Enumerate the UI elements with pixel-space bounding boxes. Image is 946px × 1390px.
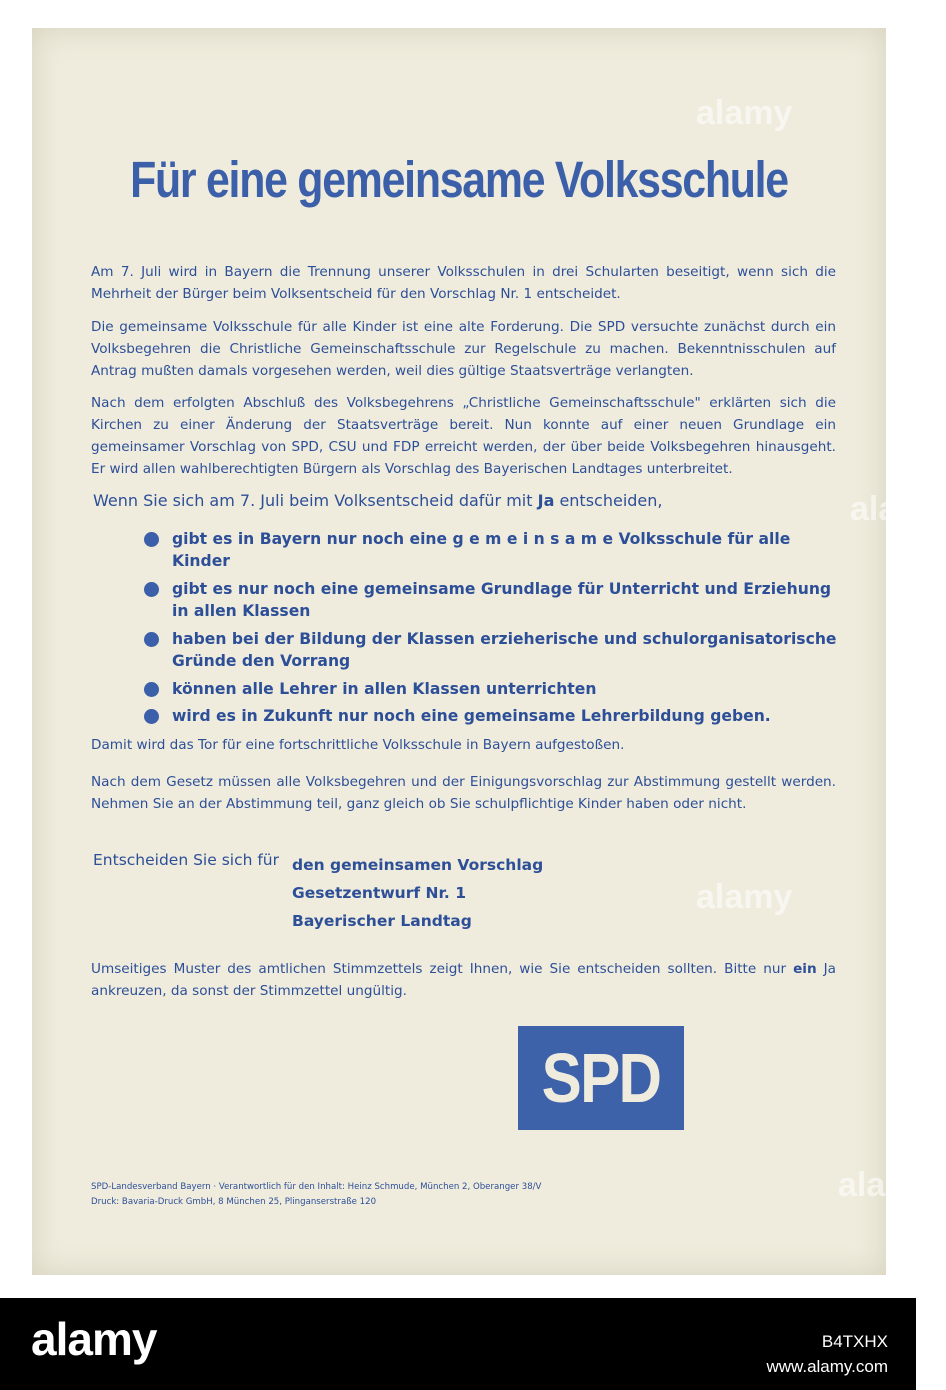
- ballot-ein: ein: [793, 961, 817, 977]
- watermark: alamy: [696, 878, 793, 916]
- image-code: B4TXHX: [821, 1332, 888, 1351]
- lead-text: Wenn Sie sich am 7. Juli beim Volksentscheid dafür mit: [93, 491, 538, 510]
- proposal-line: Gesetzentwurf Nr. 1: [292, 884, 466, 902]
- law-paragraph: Nach dem Gesetz müssen alle Volksbegehren und der Einigungsvorschlag zur Abstimmung gestellt werden. Nehmen Sie an der Abstimmung teil, ganz gleich ob Sie schulpflichtige Kinder haben oder nicht.: [91, 774, 836, 812]
- benefit-item: [144, 528, 844, 572]
- history-paragraph: Die gemeinsame Volksschule für alle Kinder ist eine alte Forderung. Die SPD versuchte zunächst durch ein Volksbegehren die Christliche Gemeinschaftsschule zur Regelschule zu machen. Bekenntnisschulen auf Antrag mußten damals vorgesehen werden, weil dies gültige Staatsverträge verlangten.: [91, 319, 836, 379]
- poster-headline: Für eine gemeinsame Volksschule: [130, 151, 788, 209]
- proposal-line: den gemeinsamen Vorschlag: [292, 856, 544, 874]
- agreement-paragraph: Nach dem erfolgten Abschluß des Volksbegehrens „Christliche Gemeinschaftsschule" erklärten sich die Kirchen zu einer Änderung der Staatsverträge bereit. Nun konnte auf einer neuen Grundlage ein gemeinsamer Vorschlag von SPD, CSU und FDP erreicht werden, der über beide Volksbegehren hinausgeht. Er wird allen wahlberechtigten Bürgern als Vorschlag des Bayerischen Landtages unterbreitet.: [91, 395, 836, 477]
- footer-brand: alamy: [31, 1313, 157, 1365]
- imprint-line: SPD-Landesverband Bayern · Verantwortlich für den Inhalt: Heinz Schmude, München 2, Oberanger 38/V: [91, 1182, 542, 1192]
- ballot-text: Umseitiges Muster des amtlichen Stimmzettels zeigt Ihnen, wie Sie entscheiden sollten. Bitte nur: [91, 961, 794, 977]
- lead-ja: Ja: [537, 491, 555, 510]
- proposal-list: [292, 851, 543, 935]
- benefit-item: [144, 628, 844, 672]
- benefit-item: [144, 678, 844, 700]
- decide-label: Entscheiden Sie sich für: [93, 851, 279, 869]
- spd-logo: [518, 1026, 684, 1130]
- benefit-text: wird es in Zukunft nur noch eine gemeinsame Lehrerbildung geben.: [172, 707, 771, 725]
- benefit-list: [144, 528, 844, 727]
- lead-end: entscheiden,: [554, 491, 663, 510]
- benefit-item: [144, 705, 844, 727]
- imprint-line: Druck: Bavaria-Druck GmbH, 8 München 25, Plinganserstraße 120: [91, 1197, 377, 1207]
- lead-sentence: [93, 491, 663, 510]
- benefit-text: gibt es in Bayern nur noch eine g e m e i n s a m e Volksschule für alle Kinder: [172, 530, 791, 570]
- watermark: alamy: [696, 94, 793, 132]
- watermark: alamy: [850, 490, 946, 528]
- bullet-dot: [144, 632, 159, 647]
- benefit-item: [144, 578, 844, 622]
- poster-sheet: [32, 28, 946, 1275]
- benefit-text: gibt es nur noch eine gemeinsame Grundlage für Unterricht und Erziehung in allen Klassen: [172, 580, 832, 620]
- ballot-end: Ja ankreuzen, da sonst der Stimmzettel ungültig.: [91, 961, 836, 999]
- stock-footer: [0, 1298, 916, 1390]
- bullet-dot: [144, 709, 159, 724]
- ballot-paragraph: [91, 958, 836, 1002]
- footer-site: www.alamy.com: [766, 1357, 888, 1376]
- spd-logo-text: SPD: [541, 1039, 661, 1117]
- proposal-line: Bayerischer Landtag: [292, 912, 472, 930]
- imprint: [91, 1180, 541, 1210]
- intro-paragraph: Am 7. Juli wird in Bayern die Trennung unserer Volksschulen in drei Schularten beseitigt, wenn sich die Mehrheit der Bürger beim Volksentscheid für den Vorschlag Nr. 1 entscheidet.: [91, 264, 836, 302]
- watermark: alamy: [838, 1166, 935, 1204]
- bullet-dot: [144, 582, 159, 597]
- bullet-dot: [144, 682, 159, 697]
- bullet-dot: [144, 532, 159, 547]
- closing-paragraph: Damit wird das Tor für eine fortschrittliche Volksschule in Bayern aufgestoßen.: [91, 737, 625, 753]
- benefit-text: können alle Lehrer in allen Klassen unterrichten: [172, 680, 597, 698]
- benefit-text: haben bei der Bildung der Klassen erzieherische und schulorganisatorische Gründe den Vorrang: [172, 630, 837, 670]
